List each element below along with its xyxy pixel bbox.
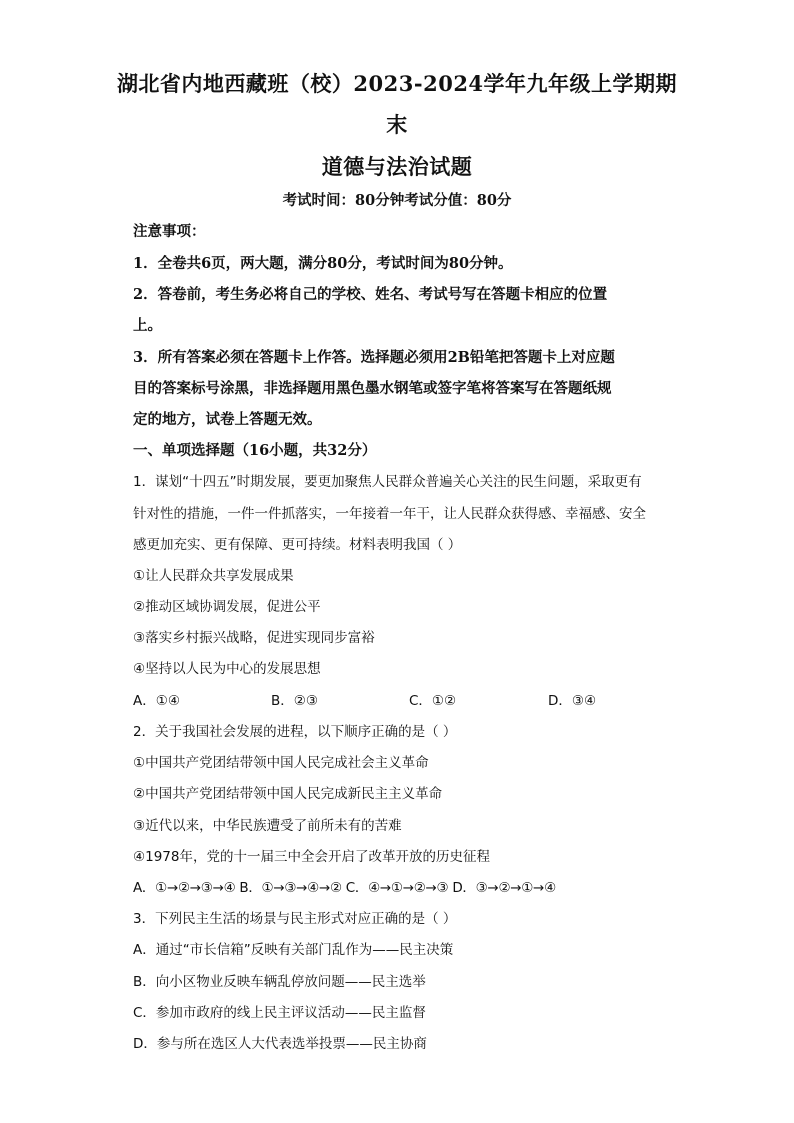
q1-statement-1: ①让人民群众共享发展成果 xyxy=(133,568,294,584)
q2-statement-2: ②中国共产党团结带领中国人民完成新民主主义革命 xyxy=(133,786,443,802)
q1-option-a: A．①④ xyxy=(133,693,180,709)
notice-heading: 注意事项： xyxy=(133,223,206,240)
section-heading: 一、单项选择题（16小题，共32分） xyxy=(133,442,377,459)
notice-item-3c: 定的地方，试卷上答题无效。 xyxy=(133,411,322,428)
q2-statement-1: ①中国共产党团结带领中国人民完成社会主义革命 xyxy=(133,755,429,771)
q3-stem: 3．下列民主生活的场景与民主形式对应正确的是（ ） xyxy=(133,911,457,927)
q1-option-c: C．①② xyxy=(409,693,457,709)
q3-option-b: B．向小区物业反映车辆乱停放问题——民主选举 xyxy=(133,974,426,990)
q1-option-b: B．②③ xyxy=(271,693,318,709)
notice-item-1: 1．全卷共6页，两大题，满分80分，考试时间为80分钟。 xyxy=(133,255,513,272)
q1-stem-line3: 感更加充实、更有保障、更可持续。材料表明我国（ ） xyxy=(133,537,462,553)
exam-title-line1: 湖北省内地西藏班（校）2023-2024学年九年级上学期期 xyxy=(116,71,678,96)
q2-options: A．①→②→③→④ B．①→③→④→② C．④→①→②→③ D．③→②→①→④ xyxy=(133,880,556,896)
notice-item-2b: 上。 xyxy=(133,317,162,334)
notice-item-3a: 3．所有答案必须在答题卡上作答。选择题必须用2B铅笔把答题卡上对应题 xyxy=(133,349,615,366)
exam-title-line2: 末 xyxy=(386,112,408,137)
q1-option-d: D．③④ xyxy=(548,693,597,709)
q1-stem-line1: 1．谋划“十四五”时期发展，要更加聚焦人民群众普遍关心关注的民生问题，采取更有 xyxy=(133,474,642,490)
q3-option-a: A．通过“市长信箱”反映有关部门乱作为——民主决策 xyxy=(133,942,454,958)
exam-info: 考试时间：80分钟考试分值：80分 xyxy=(282,192,512,209)
notice-item-2a: 2．答卷前，考生务必将自己的学校、姓名、考试号写在答题卡相应的位置 xyxy=(133,286,608,303)
q2-statement-4: ④1978年，党的十一届三中全会开启了改革开放的历史征程 xyxy=(133,849,490,865)
q1-statement-4: ④坚持以人民为中心的发展思想 xyxy=(133,661,321,677)
notice-item-3b: 目的答案标号涂黑，非选择题用黑色墨水钢笔或签字笔将答案写在答题纸规 xyxy=(133,380,612,397)
q1-stem-line2: 针对性的措施，一件一件抓落实，一年接着一年干，让人民群众获得感、幸福感、安全 xyxy=(133,506,646,522)
q3-option-c: C．参加市政府的线上民主评议活动——民主监督 xyxy=(133,1005,426,1021)
q2-stem: 2．关于我国社会发展的进程，以下顺序正确的是（ ） xyxy=(133,724,457,740)
q3-option-d: D．参与所在选区人大代表选举投票——民主协商 xyxy=(133,1036,427,1052)
q1-statement-3: ③落实乡村振兴战略，促进实现同步富裕 xyxy=(133,630,375,646)
q2-statement-3: ③近代以来，中华民族遭受了前所未有的苦难 xyxy=(133,818,402,834)
q1-statement-2: ②推动区域协调发展，促进公平 xyxy=(133,599,321,615)
exam-subject-title: 道德与法治试题 xyxy=(321,154,473,179)
